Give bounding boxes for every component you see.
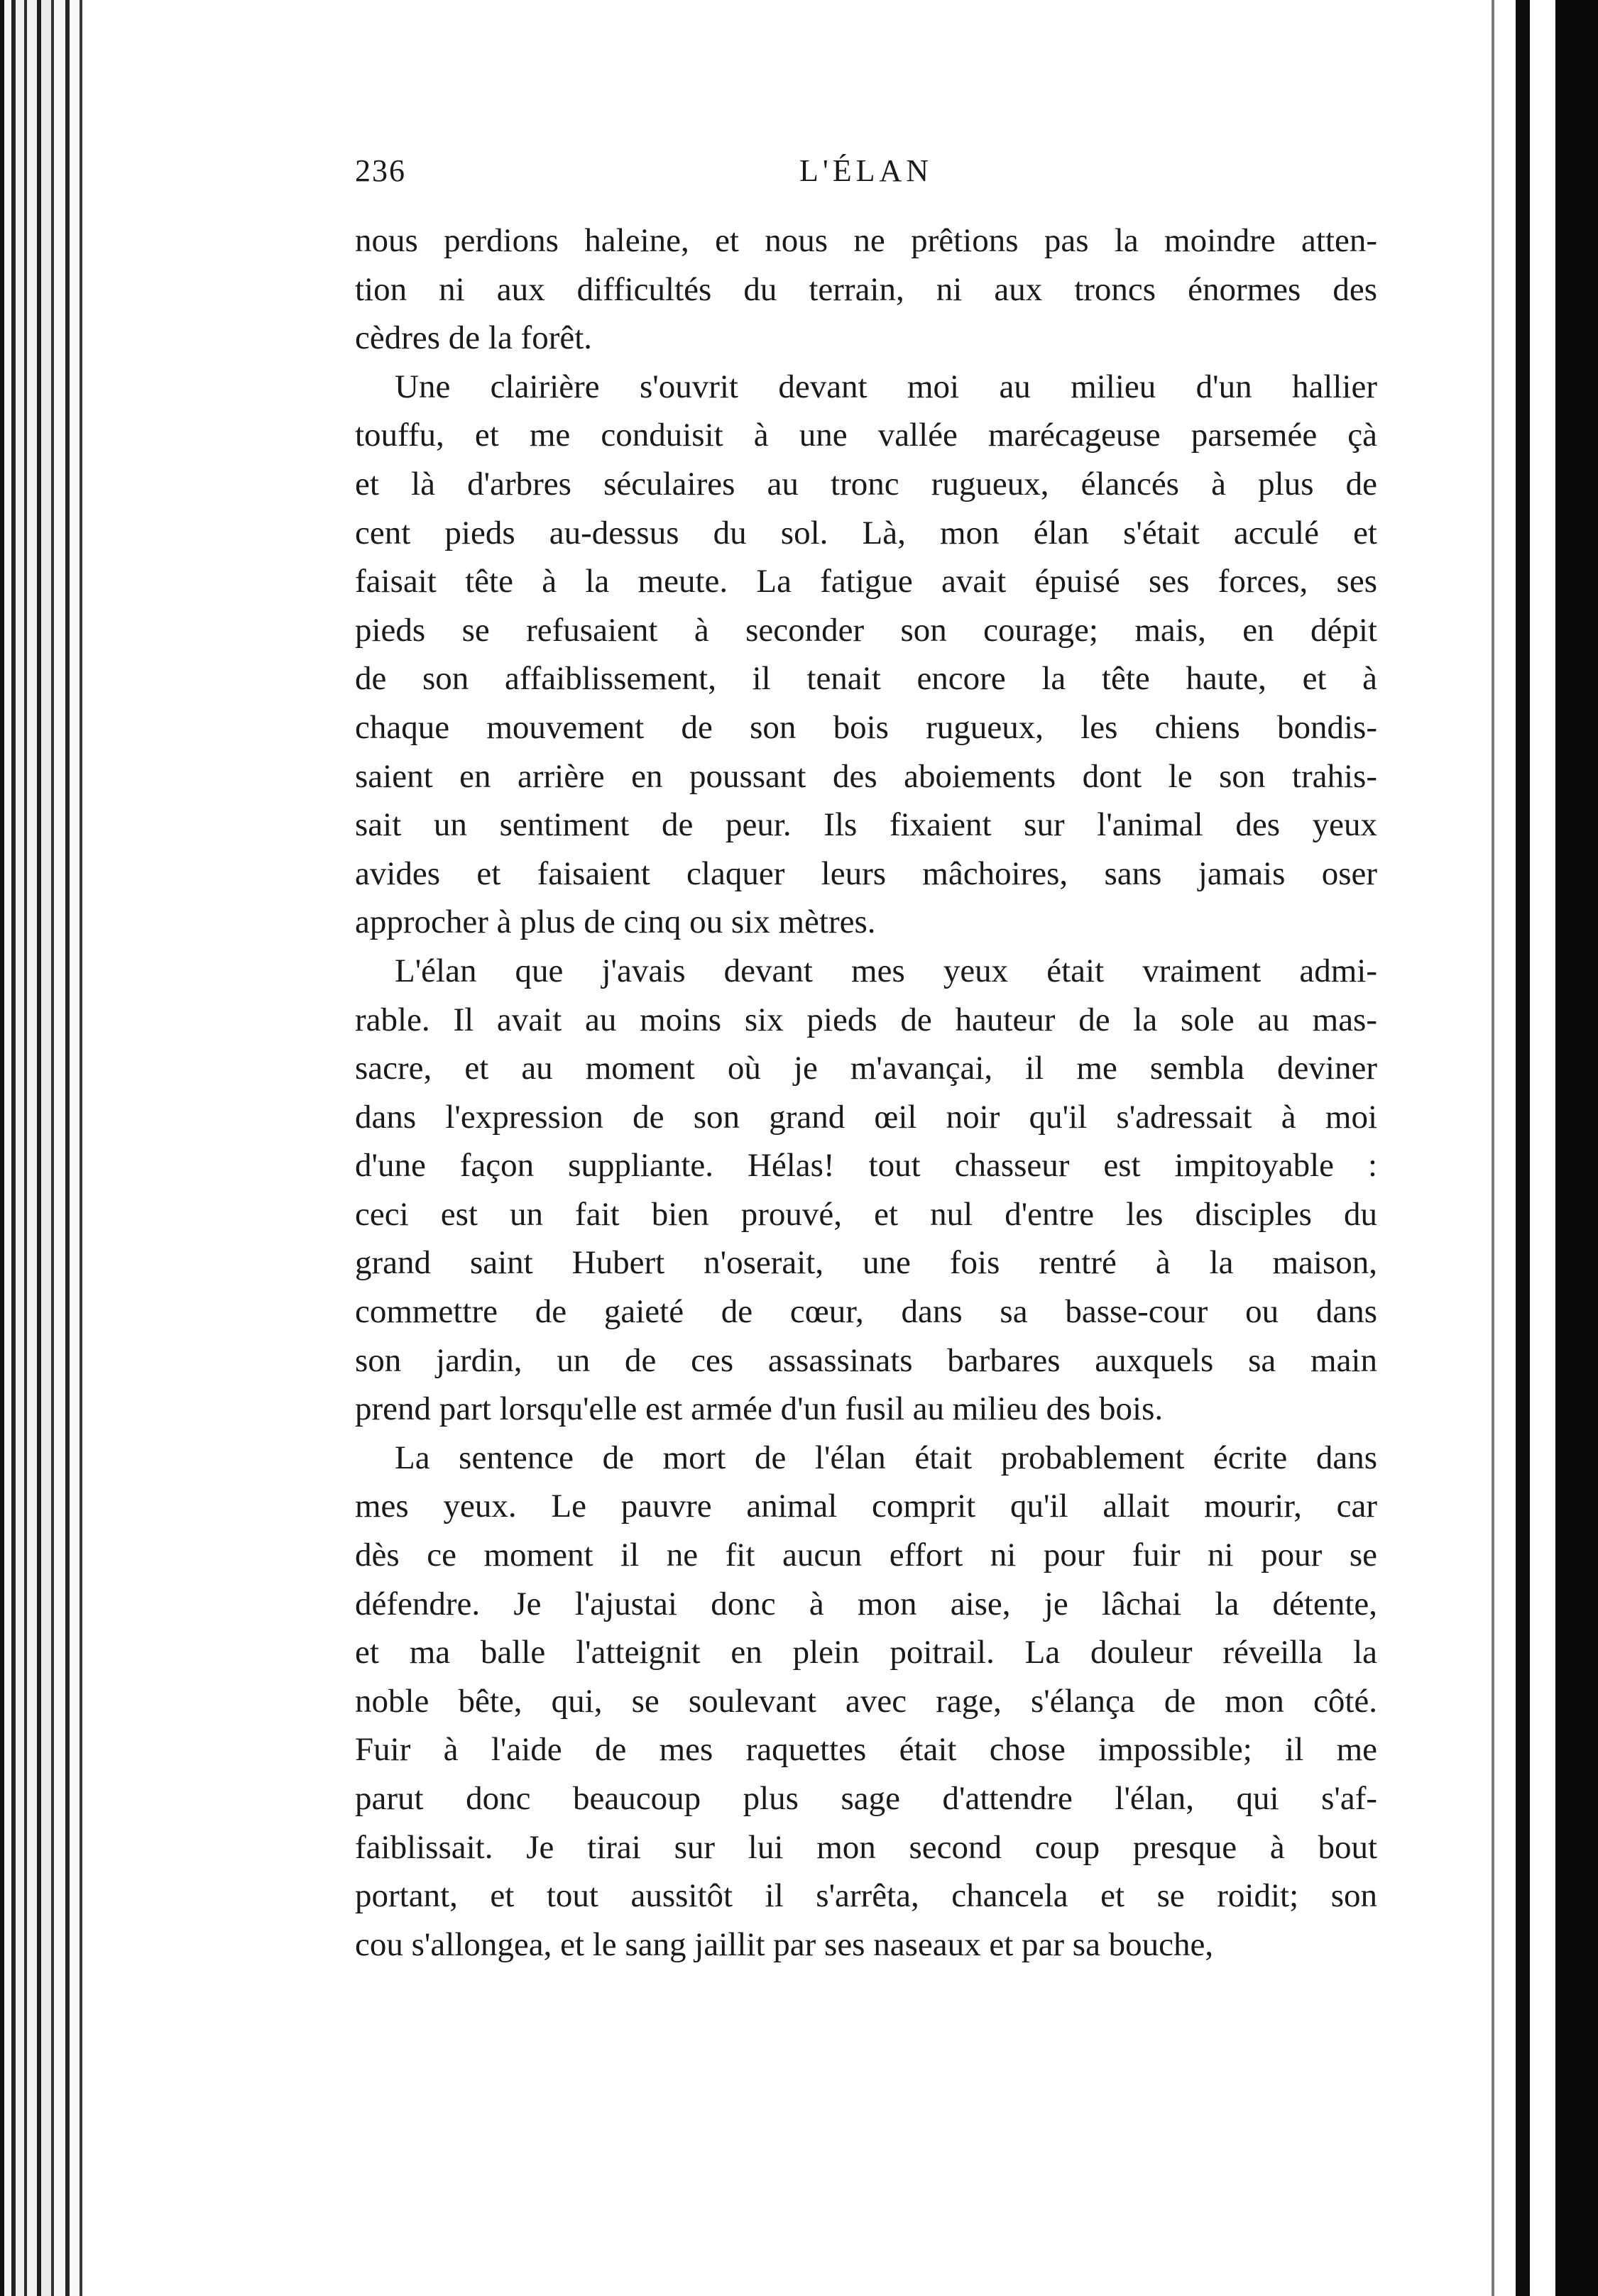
text-line: pieds se refusaient à seconder son courage; mais, en dépit — [355, 611, 1377, 649]
text-line: faiblissait. Je tirai sur lui mon second coup presque à bout — [355, 1828, 1377, 1866]
text-line: rable. Il avait au moins six pieds de hauteur de la sole au mas- — [355, 1001, 1377, 1038]
text-line: sait un sentiment de peur. Ils fixaient sur l'animal des yeux — [355, 806, 1377, 844]
paragraph — [355, 363, 1377, 947]
text-line: prend part lorsqu'elle est armée d'un fusil au milieu des bois. — [355, 1390, 1164, 1428]
text-line: portant, et tout aussitôt il s'arrêta, chancela et se roidit; son — [355, 1877, 1377, 1915]
text-line: noble bête, qui, se soulevant avec rage, s'élança de mon côté. — [355, 1682, 1377, 1720]
text-line: mes yeux. Le pauvre animal comprit qu'il allait mourir, car — [355, 1488, 1377, 1525]
text-line: faisait tête à la meute. La fatigue avait épuisé ses forces, ses — [355, 563, 1377, 600]
text-line: défendre. Je l'ajustai donc à mon aise, je lâchai la détente, — [355, 1585, 1377, 1622]
text-line: son jardin, un de ces assassinats barbares auxquels sa main — [355, 1341, 1377, 1379]
paragraph — [355, 1434, 1377, 1970]
text-line: d'une façon suppliante. Hélas! tout chasseur est impitoyable : — [355, 1147, 1377, 1185]
text-line: et ma balle l'atteignit en plein poitrail. La douleur réveilla la — [355, 1634, 1377, 1671]
text-line: sacre, et au moment où je m'avançai, il me sembla deviner — [355, 1050, 1377, 1087]
text-line: saient en arrière en poussant des aboiements dont le son trahis- — [355, 757, 1377, 795]
text-line: cent pieds au-dessus du sol. Là, mon élan s'était acculé et — [355, 514, 1377, 551]
text-line: approcher à plus de cinq ou six mètres. — [355, 903, 876, 941]
text-line: L'élan que j'avais devant mes yeux était vraiment admi- — [395, 952, 1377, 989]
book-edge-right — [1456, 0, 1598, 2296]
page-header — [355, 153, 1377, 195]
text-line: Fuir à l'aide de mes raquettes était chose impossible; il me — [355, 1731, 1377, 1769]
book-gutter-left — [0, 0, 96, 2296]
text-line: grand saint Hubert n'oserait, une fois rentré à la maison, — [355, 1244, 1377, 1282]
text-line: commettre de gaieté de cœur, dans sa basse-cour ou dans — [355, 1293, 1377, 1331]
text-line: cèdres de la forêt. — [355, 319, 593, 357]
text-line: Une clairière s'ouvrit devant moi au milieu d'un hallier — [395, 368, 1377, 405]
text-line: chaque mouvement de son bois rugueux, les chiens bondis- — [355, 708, 1377, 746]
text-line: touffu, et me conduisit à une vallée marécageuse parsemée çà — [355, 417, 1377, 454]
text-line: La sentence de mort de l'élan était probablement écrite dans — [395, 1439, 1377, 1476]
text-line: avides et faisaient claquer leurs mâchoires, sans jamais oser — [355, 855, 1377, 892]
body-text — [355, 216, 1377, 1969]
paragraph — [355, 216, 1377, 363]
text-line: et là d'arbres séculaires au tronc rugueux, élancés à plus de — [355, 465, 1377, 502]
text-line: dans l'expression de son grand œil noir qu'il s'adressait à moi — [355, 1098, 1377, 1136]
running-title: L'ÉLAN — [799, 153, 934, 188]
text-line: dès ce moment il ne fit aucun effort ni pour fuir ni pour se — [355, 1537, 1377, 1574]
text-line: parut donc beaucoup plus sage d'attendre l'élan, qui s'af- — [355, 1780, 1377, 1817]
page-number: 236 — [355, 153, 406, 188]
text-line: de son affaiblissement, il tenait encore la tête haute, et à — [355, 660, 1377, 698]
text-line: tion ni aux difficultés du terrain, ni aux troncs énormes des — [355, 270, 1377, 308]
text-line: cou s'allongea, et le sang jaillit par ses naseaux et par sa bouche, — [355, 1926, 1214, 1963]
paragraph — [355, 947, 1377, 1434]
text-line: ceci est un fait bien prouvé, et nul d'entre les disciples du — [355, 1195, 1377, 1233]
text-line: nous perdions haleine, et nous ne prêtions pas la moindre atten- — [355, 222, 1377, 259]
